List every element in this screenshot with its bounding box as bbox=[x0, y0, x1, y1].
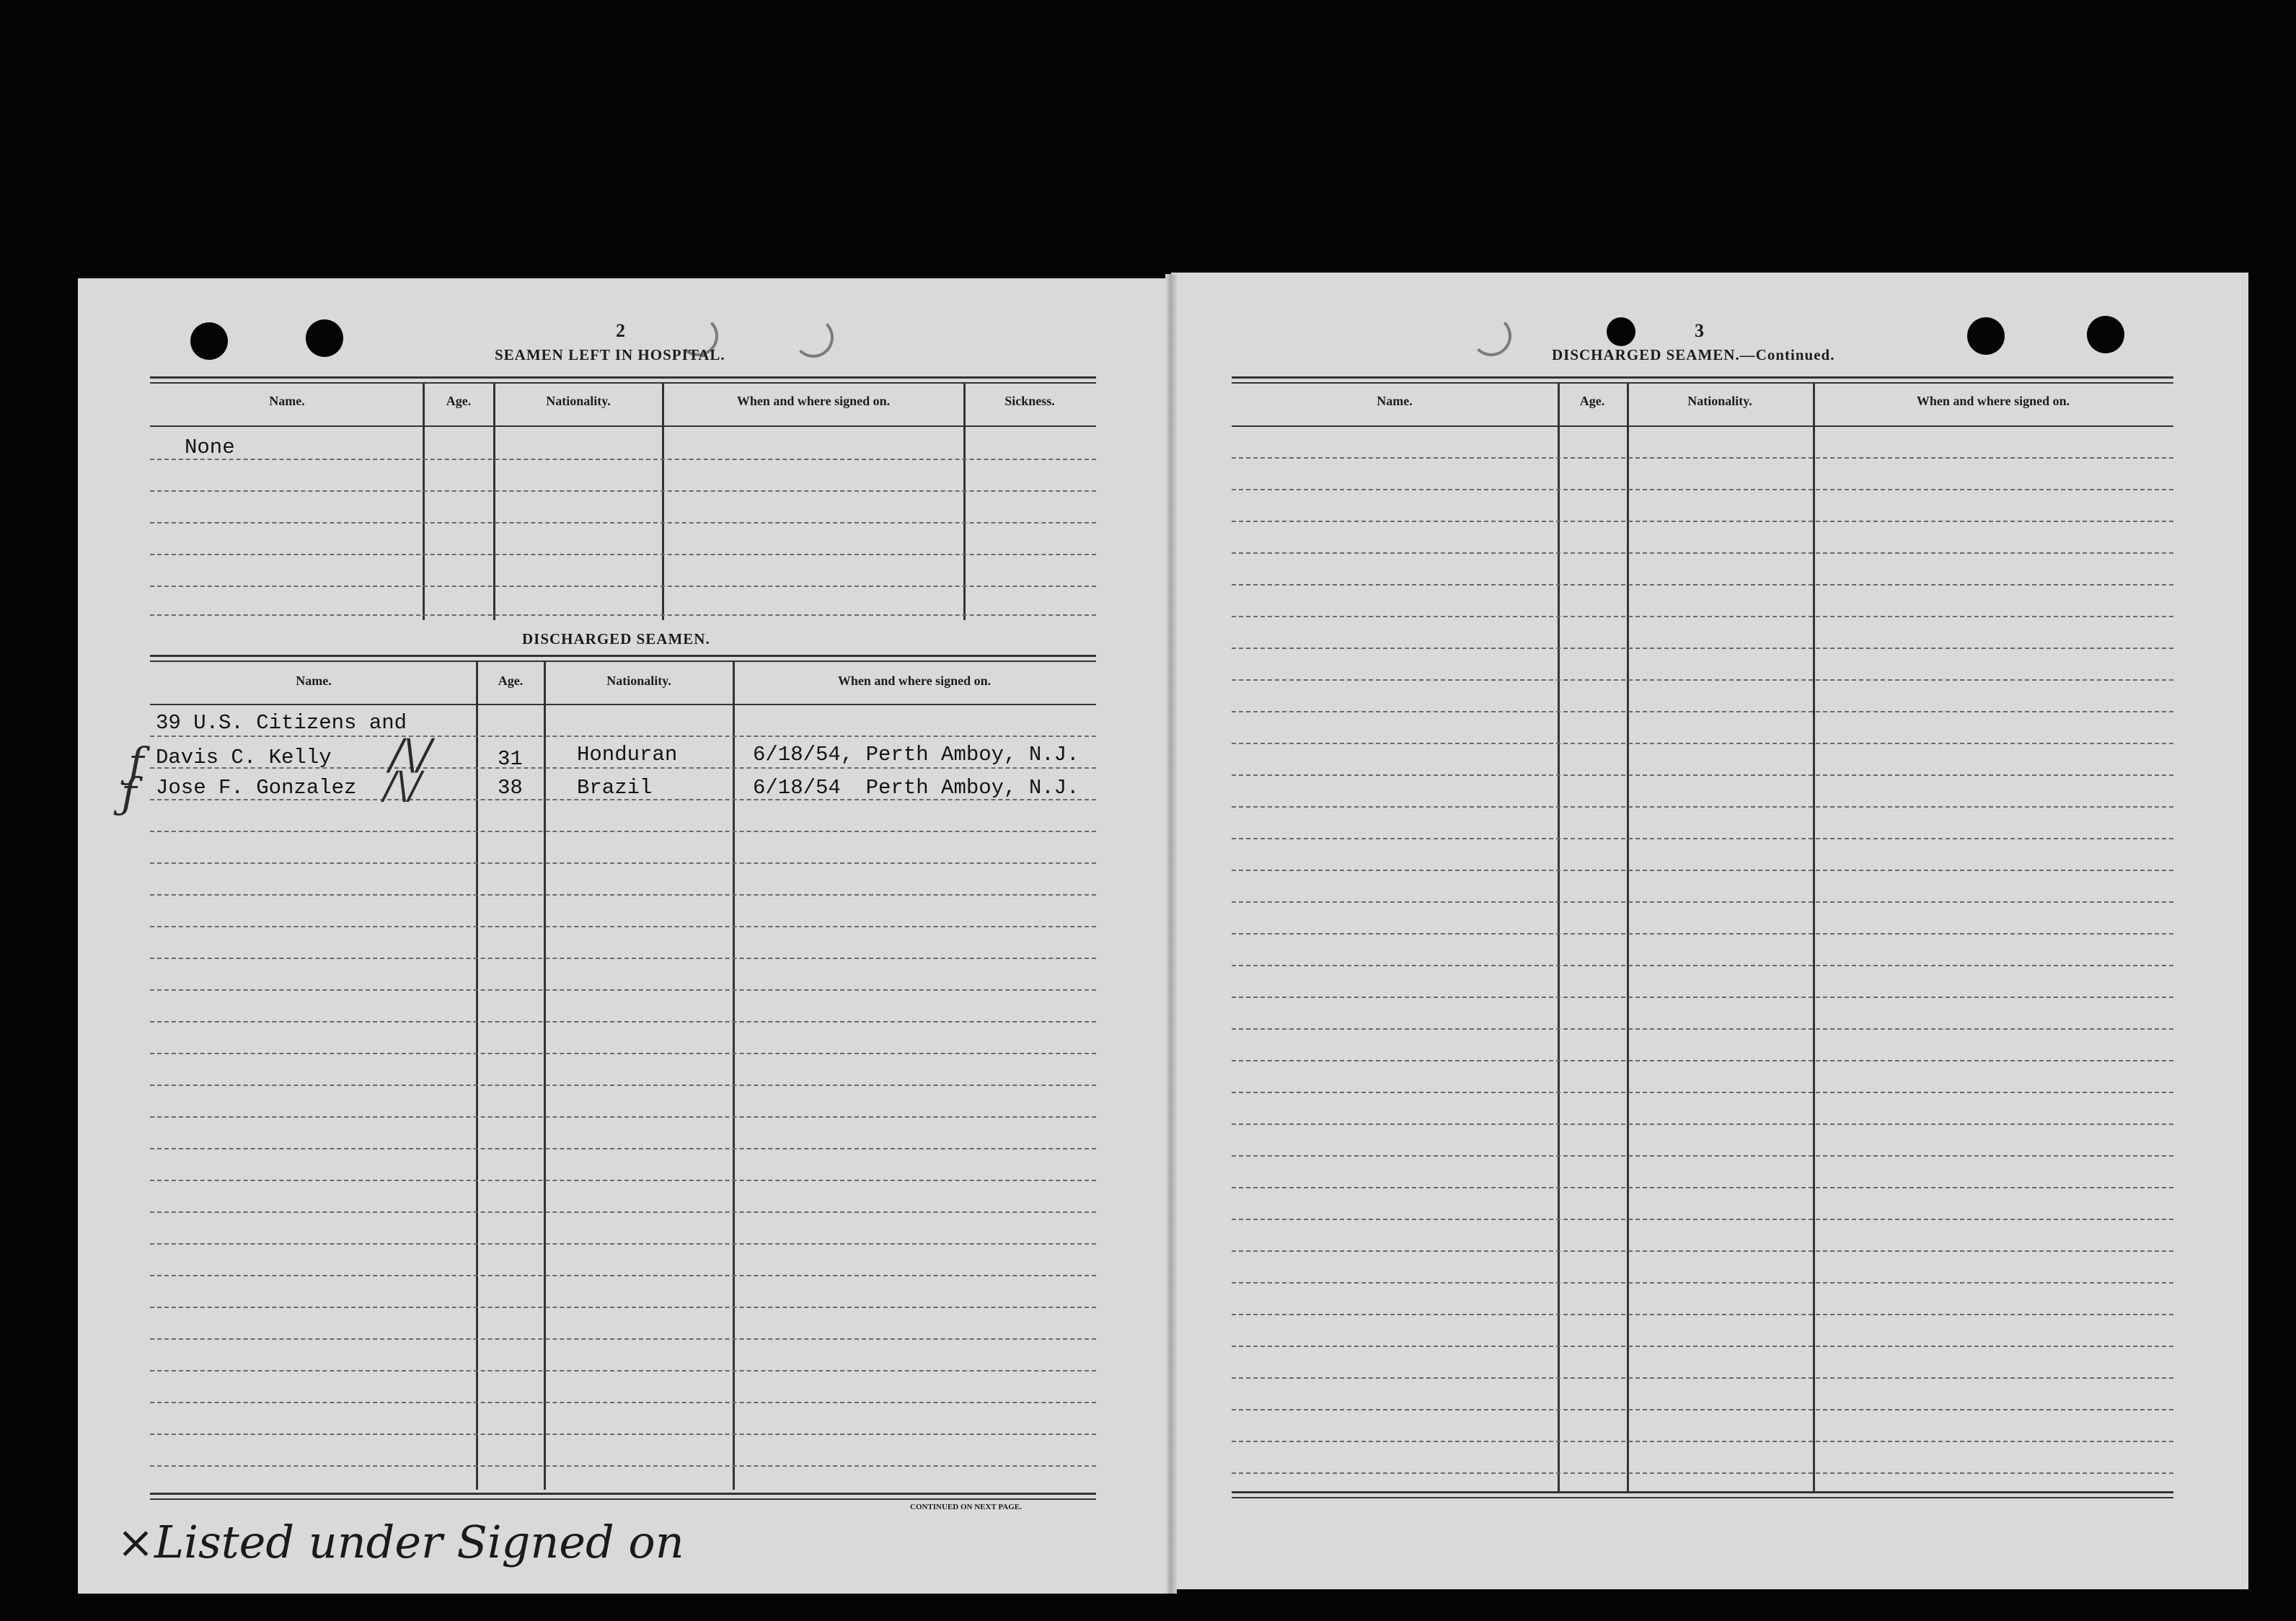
hospital-entry: None bbox=[185, 436, 235, 459]
right-page bbox=[1171, 273, 2248, 1589]
section-title: DISCHARGED SEAMEN. bbox=[522, 630, 710, 648]
col-header-nationality: Nationality. bbox=[1687, 394, 1752, 408]
check-mark: ƒ bbox=[121, 769, 137, 818]
row-line bbox=[150, 459, 1096, 460]
col-divider bbox=[544, 661, 546, 1490]
col-divider bbox=[1813, 382, 1815, 1491]
punch-hole bbox=[1967, 317, 2005, 355]
discharged-nationality: Brazil bbox=[577, 776, 653, 800]
rule bbox=[150, 655, 1096, 657]
row-line bbox=[150, 894, 1096, 896]
row-line bbox=[150, 1275, 1096, 1276]
row-line bbox=[150, 1180, 1096, 1181]
row-line bbox=[1232, 1441, 2173, 1442]
col-header-name: Name. bbox=[296, 673, 332, 688]
discharged-nationality: Honduran bbox=[577, 743, 678, 767]
col-divider bbox=[476, 661, 478, 1490]
rule bbox=[150, 704, 1096, 705]
row-line bbox=[1232, 521, 2173, 522]
row-line bbox=[1232, 1472, 2173, 1474]
row-line bbox=[1232, 1409, 2173, 1410]
row-line bbox=[1232, 711, 2173, 712]
col-header-signed-on: When and where signed on. bbox=[736, 394, 891, 408]
check-mark: ƒ bbox=[128, 738, 144, 787]
row-line bbox=[1232, 933, 2173, 935]
rule bbox=[1232, 425, 2173, 427]
row-line bbox=[150, 831, 1096, 832]
row-line bbox=[1232, 584, 2173, 586]
discharged-name: Jose F. Gonzalez bbox=[156, 776, 357, 800]
row-line bbox=[150, 1465, 1096, 1467]
row-line bbox=[150, 614, 1096, 616]
discharged-name: Davis C. Kelly bbox=[156, 746, 332, 769]
row-line bbox=[150, 490, 1096, 492]
row-line bbox=[1232, 1346, 2173, 1347]
col-divider bbox=[662, 382, 664, 620]
rule bbox=[1232, 382, 2173, 384]
punch-hole-shadow bbox=[1471, 316, 1511, 356]
row-line bbox=[1232, 838, 2173, 839]
section-title: SEAMEN LEFT IN HOSPITAL. bbox=[495, 346, 725, 363]
col-divider bbox=[423, 382, 425, 620]
row-line bbox=[1232, 1092, 2173, 1093]
row-line bbox=[150, 926, 1096, 927]
row-line bbox=[1232, 774, 2173, 776]
col-header-age: Age. bbox=[446, 394, 472, 408]
discharged-signed-on: 6/18/54 Perth Amboy, N.J. bbox=[753, 776, 1079, 800]
col-header-signed-on: When and where signed on. bbox=[1916, 394, 2070, 408]
row-line bbox=[150, 586, 1096, 587]
row-line bbox=[150, 554, 1096, 555]
row-line bbox=[1232, 743, 2173, 744]
page-number: 2 bbox=[616, 320, 625, 341]
col-divider bbox=[963, 382, 966, 620]
row-line bbox=[150, 1053, 1096, 1054]
row-line bbox=[150, 1085, 1096, 1086]
check-mark: /\/ bbox=[384, 764, 422, 808]
row-line bbox=[150, 1338, 1096, 1340]
col-divider bbox=[493, 382, 495, 620]
rule bbox=[150, 1493, 1096, 1495]
row-line bbox=[1232, 1219, 2173, 1220]
row-line bbox=[150, 736, 1096, 737]
row-line bbox=[150, 958, 1096, 959]
row-line bbox=[1232, 1187, 2173, 1188]
row-line bbox=[1232, 616, 2173, 617]
row-line bbox=[1232, 1314, 2173, 1315]
row-line bbox=[1232, 997, 2173, 998]
col-header-signed-on: When and where signed on. bbox=[837, 673, 992, 688]
punch-hole bbox=[306, 319, 343, 357]
row-line bbox=[150, 1148, 1096, 1149]
row-line bbox=[150, 1434, 1096, 1435]
rule bbox=[150, 376, 1096, 379]
row-line bbox=[1232, 457, 2173, 459]
rule bbox=[1232, 1491, 2173, 1493]
row-line bbox=[1232, 648, 2173, 649]
rule bbox=[1232, 1497, 2173, 1498]
row-line bbox=[1232, 1123, 2173, 1125]
col-header-age: Age. bbox=[498, 673, 524, 688]
row-line bbox=[1232, 806, 2173, 808]
check-mark: /\/ bbox=[389, 730, 432, 779]
page-number: 3 bbox=[1695, 320, 1704, 341]
col-header-name: Name. bbox=[269, 394, 305, 408]
handwritten-note: ×Listed under Signed on bbox=[117, 1516, 684, 1568]
row-line bbox=[1232, 679, 2173, 681]
punch-hole bbox=[1607, 317, 1635, 346]
row-line bbox=[150, 862, 1096, 864]
row-line bbox=[1232, 870, 2173, 871]
row-line bbox=[1232, 901, 2173, 903]
punch-hole bbox=[2087, 316, 2124, 353]
punch-hole-shadow bbox=[793, 317, 834, 358]
col-header-nationality: Nationality. bbox=[546, 394, 611, 408]
col-header-age: Age. bbox=[1579, 394, 1605, 408]
row-line bbox=[1232, 1250, 2173, 1252]
row-line bbox=[1232, 1155, 2173, 1157]
rule bbox=[150, 382, 1096, 384]
row-line bbox=[1232, 965, 2173, 966]
row-line bbox=[1232, 552, 2173, 554]
row-line bbox=[1232, 1028, 2173, 1030]
page-fold bbox=[1165, 274, 1177, 1594]
row-line bbox=[150, 1402, 1096, 1403]
row-line bbox=[1232, 1060, 2173, 1061]
row-line bbox=[1232, 1377, 2173, 1379]
row-line bbox=[1232, 489, 2173, 490]
row-line bbox=[150, 1307, 1096, 1308]
col-divider bbox=[733, 661, 735, 1490]
col-header-name: Name. bbox=[1377, 394, 1413, 408]
punch-hole bbox=[190, 322, 228, 360]
left-page bbox=[78, 278, 1171, 1594]
col-divider bbox=[1627, 382, 1629, 1491]
continued-note: CONTINUED ON NEXT PAGE. bbox=[910, 1503, 1022, 1511]
row-line bbox=[150, 1243, 1096, 1245]
col-divider bbox=[1558, 382, 1560, 1491]
row-line bbox=[150, 989, 1096, 991]
discharged-signed-on: 6/18/54, Perth Amboy, N.J. bbox=[753, 743, 1079, 767]
row-line bbox=[150, 1211, 1096, 1213]
col-header-sickness: Sickness. bbox=[1004, 394, 1055, 408]
row-line bbox=[150, 1370, 1096, 1372]
discharged-age: 31 bbox=[498, 747, 523, 771]
section-title: DISCHARGED SEAMEN.—Continued. bbox=[1552, 346, 1835, 363]
rule bbox=[150, 661, 1096, 662]
row-line bbox=[150, 522, 1096, 524]
rule bbox=[1232, 376, 2173, 379]
row-line bbox=[150, 1116, 1096, 1118]
rule bbox=[150, 425, 1096, 427]
col-header-nationality: Nationality. bbox=[606, 673, 671, 688]
row-line bbox=[150, 1021, 1096, 1022]
discharged-name: 39 U.S. Citizens and bbox=[156, 711, 407, 735]
row-line bbox=[1232, 1282, 2173, 1284]
discharged-age: 38 bbox=[498, 776, 523, 800]
rule bbox=[150, 1498, 1096, 1500]
